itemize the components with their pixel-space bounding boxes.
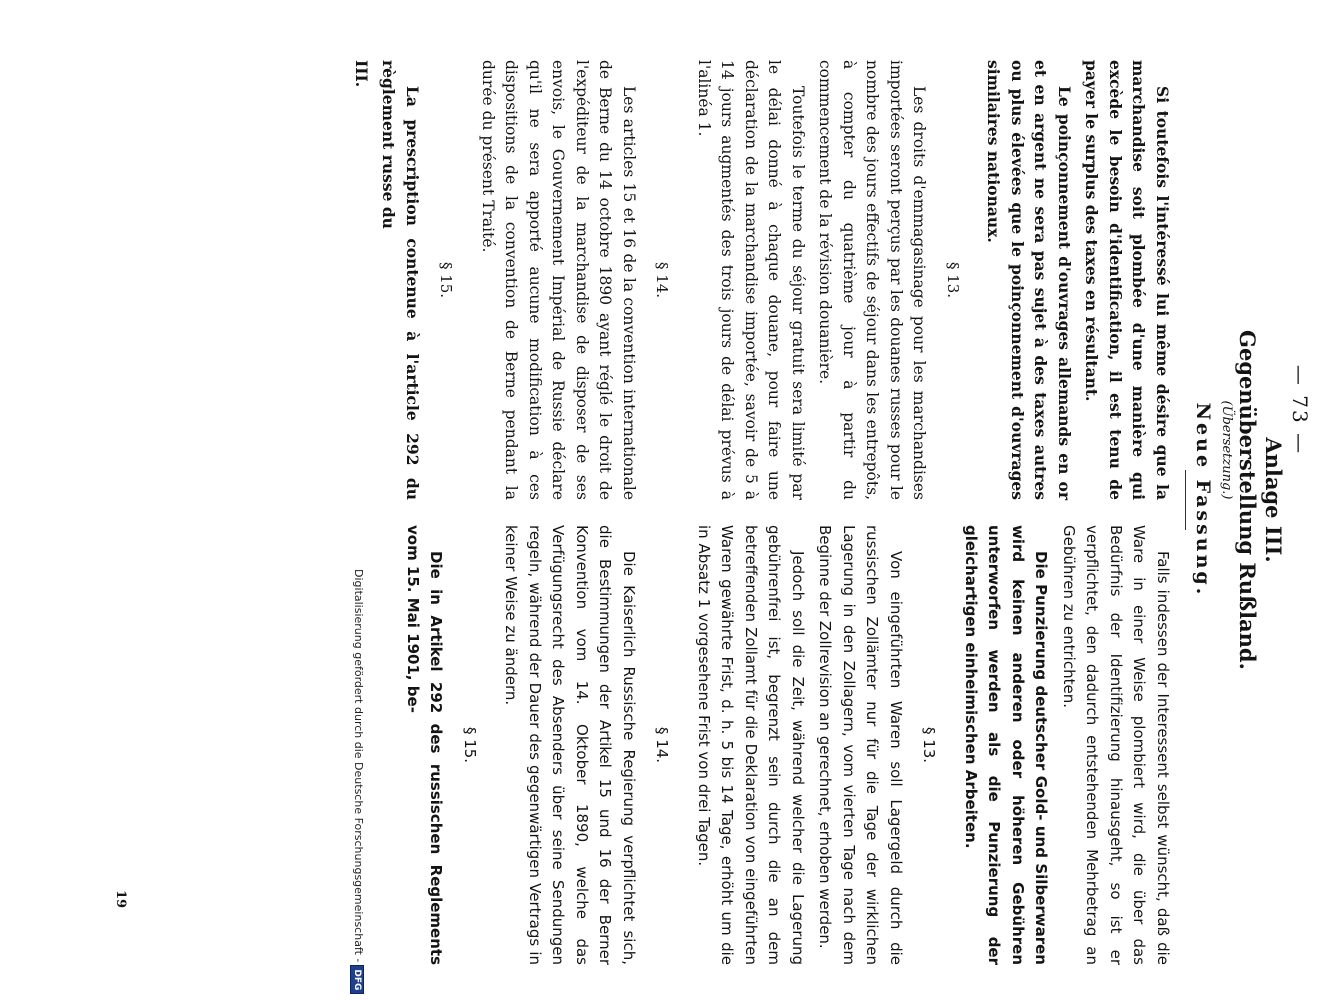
de-paragraph: Jedoch soll die Zeit, während welcher die Lagerung gebührenfrei ist, begrenzt sein durch die an dem betreffenden Zollamt für die Deklaration von eingeführten Waren gewährte Frist, d. h. 5 bis 14 Tage, erhöht um die in Absatz 1 vorgesehene Frist von drei Tagen.: [695, 525, 807, 965]
de-section-heading: § 15.: [461, 726, 479, 764]
fr-paragraph: Toutefois le terme du séjour gratuit sera limité par le délai donné à chaque douane, pour faire une déclaration de la marchandise importée, savoir de 5 à 14 jours augmentés des trois jours de délai prévus à l'alinéa 1.: [695, 60, 807, 500]
fr-paragraph: La prescription contenue à l'article 292 du règlement russe du: [379, 60, 422, 500]
de-paragraph: Die Punzierung deutscher Gold- und Silberwaren wird keinen anderen oder höheren Gebühren unterworfen werden als die Punzierung der gleichartigen einheimischen Arbeiten.: [962, 525, 1051, 965]
page-number: — 73 —: [1288, 364, 1312, 456]
fr-section-heading: § 14.: [653, 261, 672, 299]
fr-section-heading: § 15.: [437, 261, 456, 299]
credit-text: Digitalisierung gefördert durch die Deutsche Forschungsgemeinschaft -: [352, 569, 365, 963]
heading-rule: [1185, 470, 1186, 530]
annex-title-block: [1234, 0, 1286, 1000]
translation-note: (Übersetzung.): [1219, 400, 1234, 500]
fr-section-heading: § 13.: [944, 261, 962, 299]
de-section-heading: § 13.: [920, 726, 939, 764]
column-heading: Neue Fassung.: [1192, 402, 1214, 598]
annex-label: Anlage III.: [1261, 437, 1286, 563]
fr-paragraph: Le poinçonnement d'ouvrages allemands en or et en argent ne sera pas sujet à des taxes autres ou plus élevées que le poinçonnement d'ouvrages similaires nationaux.: [984, 60, 1074, 500]
de-paragraph: Von eingeführten Waren soll Lagergeld durch die russischen Zollämter nur für die Tage der wirklichen Lagerung in den Zollagern, vom vierten Tage nach dem Beginne der Zollrevision an gerechnet, erhoben werden.: [816, 525, 905, 965]
sheet-signature: 19: [113, 890, 128, 909]
fr-signature-mark: III.: [352, 60, 371, 88]
fr-paragraph: Les droits d'emmagasinage pour les marchandises importées seront perçus par les douanes russes pour le nombre des jours effectifs de séjour dans les entrepôts, à compter du quatrième jour à partir du commencement de la révision douanière.: [816, 60, 929, 500]
german-column: [397, 525, 1175, 965]
document-title: Gegenüberstellung Rußland.: [1235, 330, 1260, 670]
de-paragraph: Die in Artikel 292 des russischen Reglements vom 15. Mai 1901, be-: [404, 525, 446, 965]
digitization-credit: [0, 569, 365, 994]
de-paragraph: Falls indessen der Interessent selbst wünscht, daß die Ware in einer Weise plombiert wird, die über das Bedürfnis der Identifizierung hinausgeht, so ist er verpflichtet, den dadurch entstehenden Mehrbetrag an Gebühren zu entrichten.: [1060, 525, 1172, 965]
fr-paragraph: Si toutefois l'intéressé lui même désire que la marchandise soit plombée d'une manière qui excède le besoin d'identification, il est tenu de payer le surplus des taxes en résultant.: [1082, 60, 1172, 500]
french-column: [346, 60, 1175, 500]
de-section-heading: § 14.: [653, 726, 672, 764]
fr-paragraph: Les articles 15 et 16 de la convention internationale de Berne du 14 octobre 1890 ayant réglé le droit de l'expéditeur de la marchandise de disposer de ses envois, le Gouvernement Impérial de Russie déclare qu'il ne sera apporté aucune modification à ces dispositions de la convention de Berne pendant la durée du présent Traité.: [479, 60, 638, 500]
de-paragraph: Die Kaiserlich Russische Regierung verpflichtet sich, die Bestimmungen der Artikel 15 und 16 der Berner Konvention vom 14. Oktober 1890, welche das Verfügungsrecht des Absenders über seine Sendungen regeln, während der Dauer des gegenwärtigen Vertrags in keiner Weise zu ändern.: [502, 525, 638, 965]
dfg-logo-icon: DFG: [350, 965, 364, 994]
